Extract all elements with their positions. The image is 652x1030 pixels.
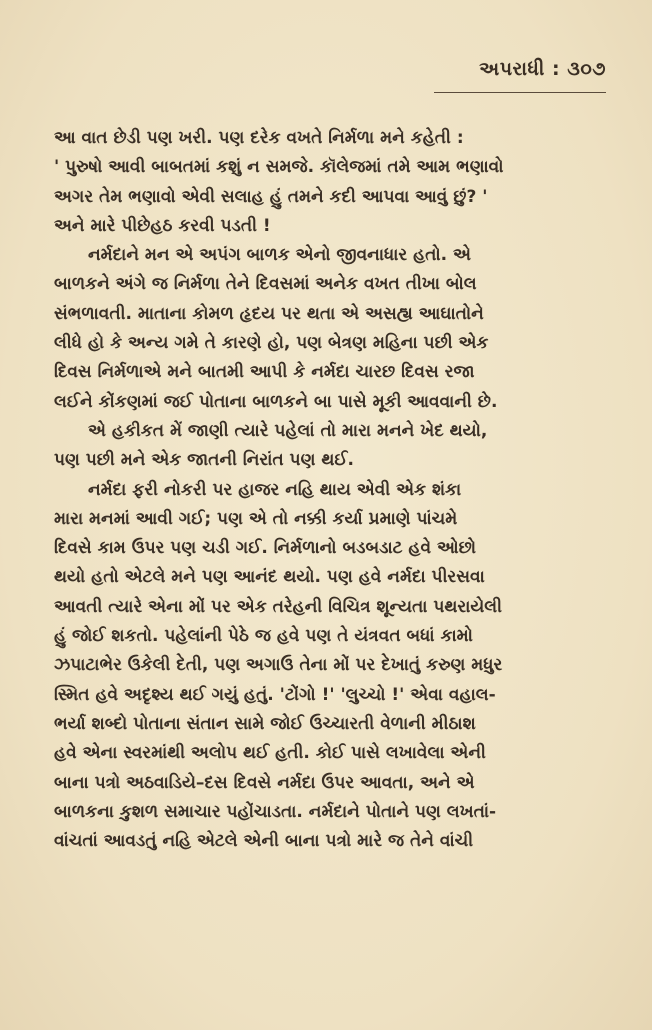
text-line: દિવસ નિર્મળાએ મને બાતમી આપી કે નર્મદા ચારછ દિવસ રજા xyxy=(54,362,475,383)
paragraph-4 xyxy=(54,476,614,857)
text-line: બાળકને અંગે જ નિર્મળા તેને દિવસમાં અનેક વખત તીખા બોલ xyxy=(54,274,477,295)
text-line: સંભળાવતી. માતાના કોમળ હૃદય પર થતા એ અસહ્ય આઘાતોને xyxy=(54,303,484,324)
text-line: અને મારે પીછેહઠ કરવી પડતી ! xyxy=(54,215,271,236)
text-line: આ વાત છેડી પણ ખરી. પણ દરેક વખતે નિર્મળા મને કહેતી : xyxy=(54,128,464,148)
body-text xyxy=(54,124,614,856)
text-line: નર્મદાને મન એ અપંગ બાળક એનો જીવનાધાર હતો. એ xyxy=(88,245,471,266)
text-line: નર્મદા ફરી નોકરી પર હાજર નહિ થાય એવી એક શંકા xyxy=(88,479,462,500)
paragraph-1 xyxy=(54,124,614,241)
paragraph-2 xyxy=(54,241,614,417)
text-line: સ્મિત હવે અદૃશ્ય થઈ ગયું હતું. 'ટોંગો !' 'લુચ્ચો !' એવા વહાલ- xyxy=(54,684,496,705)
text-line: ' પુરુષો આવી બાબતમાં કશું ન સમજે. કૉલેજમાં તમે આમ ભણાવો xyxy=(54,157,504,178)
running-head: અપરાધી : ૩૦૭ xyxy=(479,58,606,80)
text-line: બાળકના કુશળ સમાચાર પહોંચાડતા. નર્મદાને પોતાને પણ લખતાં- xyxy=(54,801,497,822)
text-line: દિવસે કામ ઉપર પણ ચડી ગઈ. નિર્મળાનો બડબડાટ હવે ઓછો xyxy=(54,538,477,559)
text-line: પણ પછી મને એક જાતની નિરાંત પણ થઈ. xyxy=(54,450,354,471)
text-line: ઝપાટાભેર ઉકેલી દેતી, પણ અગાઉ તેના મોં પર દેખાતું કરુણ મધુર xyxy=(54,655,503,676)
text-line: વાંચતાં આવડતું નહિ એટલે એની બાના પત્રો મારે જ તેને વાંચી xyxy=(54,831,474,852)
text-line: બાના પત્રો અઠવાડિયે–દસ દિવસે નર્મદા ઉપર આવતા, અને એ xyxy=(54,772,475,793)
text-line: એ હકીકત મેં જાણી ત્યારે પહેલાં તો મારા મનને ખેદ થયો, xyxy=(88,420,488,441)
text-line: આવતી ત્યારે એના મોં પર એક તરેહની વિચિત્ર શૂન્યતા પથરાયેલી xyxy=(54,596,503,617)
header-rule xyxy=(434,92,606,93)
text-line: મારા મનમાં આવી ગઈ; પણ એ તો નક્કી કર્યા પ્રમાણે પાંચમે xyxy=(54,508,458,529)
text-line: ભર્યા શબ્દો પોતાના સંતાન સામે જોઈ ઉચ્ચારતી વેળાની મીઠાશ xyxy=(54,713,476,734)
text-line: લીધે હો કે અન્ય ગમે તે કારણે હો, પણ બેત્રણ મહિના પછી એક xyxy=(54,333,489,354)
text-line: અગર તેમ ભણાવો એવી સલાહ હું તમને કદી આપવા આવું છું? ' xyxy=(54,186,488,207)
text-line: લઈને કોંકણમાં જઈ પોતાના બાળકને બા પાસે મૂકી આવવાની છે. xyxy=(54,391,498,412)
text-line: થયો હતો એટલે મને પણ આનંદ થયો. પણ હવે નર્મદા પીરસવા xyxy=(54,567,485,588)
text-line: હવે એના સ્વરમાંથી અલોપ થઈ હતી. કોઈ પાસે લખાવેલા એની xyxy=(54,743,486,764)
text-line: હું જોઈ શકતો. પહેલાંની પેઠે જ હવે પણ તે યંત્રવત બધાં કામો xyxy=(54,626,473,647)
paragraph-3 xyxy=(54,417,614,476)
